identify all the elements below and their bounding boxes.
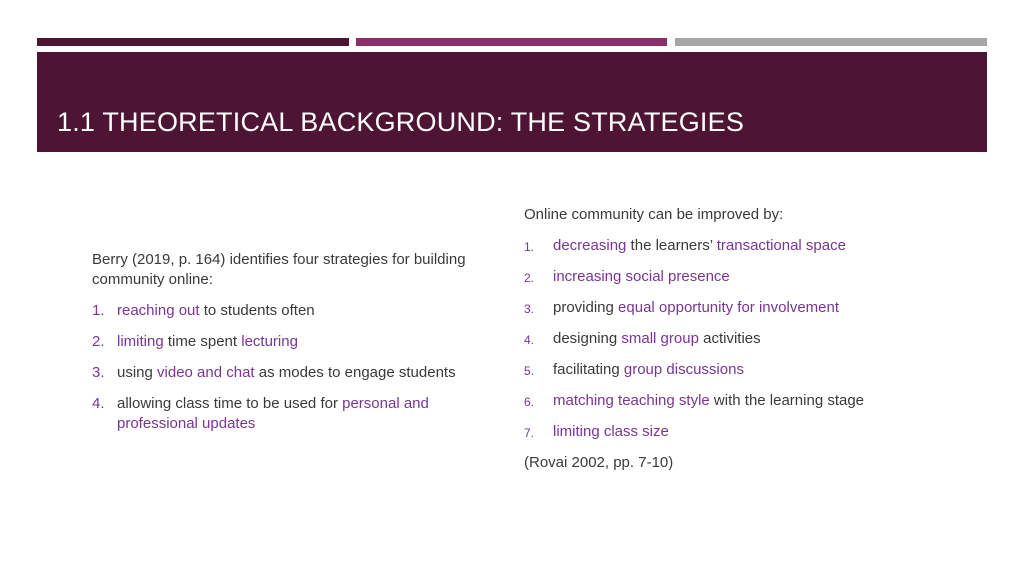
citation: (Rovai 2002, pp. 7-10) [524, 454, 674, 471]
list-text: the learners’ [626, 237, 717, 254]
list-text: activities [698, 330, 761, 347]
highlighted-text: matching teaching style [553, 392, 710, 409]
list-item [92, 363, 482, 383]
list-text: to students often [199, 302, 315, 319]
accent-stripe-gray [675, 38, 987, 46]
list-text: as modes to engage students [254, 364, 456, 381]
highlighted-text: limiting class size [553, 423, 669, 440]
list-item [524, 329, 964, 349]
list-number: 1. [92, 302, 105, 319]
highlighted-text: decreasing [553, 237, 627, 254]
list-number: 6. [524, 395, 535, 409]
left-column [92, 250, 482, 445]
list-number: 3. [92, 364, 105, 381]
list-item [524, 360, 964, 380]
list-number: 2. [92, 333, 105, 350]
list-number: 2. [524, 271, 535, 285]
list-text: using [117, 364, 158, 381]
list-number: 1. [524, 240, 535, 254]
list-number: 3. [524, 302, 535, 316]
highlighted-text: small group [621, 330, 699, 347]
title-banner [37, 52, 987, 152]
highlighted-text: reaching out [117, 302, 200, 319]
list-item [524, 422, 964, 442]
right-intro: Online community can be improved by: [524, 206, 784, 223]
list-item [524, 267, 964, 287]
list-text: providing [553, 299, 619, 316]
list-text: allowing class time to be used for [117, 395, 343, 412]
highlighted-text: increasing social presence [553, 268, 730, 285]
list-number: 5. [524, 364, 535, 378]
right-strategy-list [524, 236, 964, 442]
list-number: 4. [92, 395, 105, 412]
highlighted-text: limiting [117, 333, 164, 350]
list-text: designing [553, 330, 622, 347]
list-item [92, 394, 482, 434]
list-number: 7. [524, 426, 535, 440]
accent-stripe-magenta [356, 38, 667, 46]
left-intro: Berry (2019, p. 164) identifies four strategies for building community online: [92, 251, 466, 288]
list-text: time spent [163, 333, 242, 350]
highlighted-text: personal and professional updates [117, 395, 429, 432]
highlighted-text: equal opportunity for involvement [618, 299, 840, 316]
list-text: facilitating [553, 361, 624, 378]
highlighted-text: lecturing [241, 333, 298, 350]
list-item [524, 391, 964, 411]
list-item [92, 301, 482, 321]
highlighted-text: group discussions [623, 361, 744, 378]
list-text: with the learning stage [709, 392, 865, 409]
highlighted-text: video and chat [157, 364, 255, 381]
list-item [524, 236, 964, 256]
highlighted-text: transactional space [716, 237, 846, 254]
right-column [524, 205, 964, 473]
list-item [92, 332, 482, 352]
accent-stripe-dark [37, 38, 349, 46]
list-item [524, 298, 964, 318]
left-strategy-list [92, 301, 482, 434]
list-number: 4. [524, 333, 535, 347]
slide-title: 1.1 THEORETICAL BACKGROUND: THE STRATEGIES [57, 107, 745, 137]
